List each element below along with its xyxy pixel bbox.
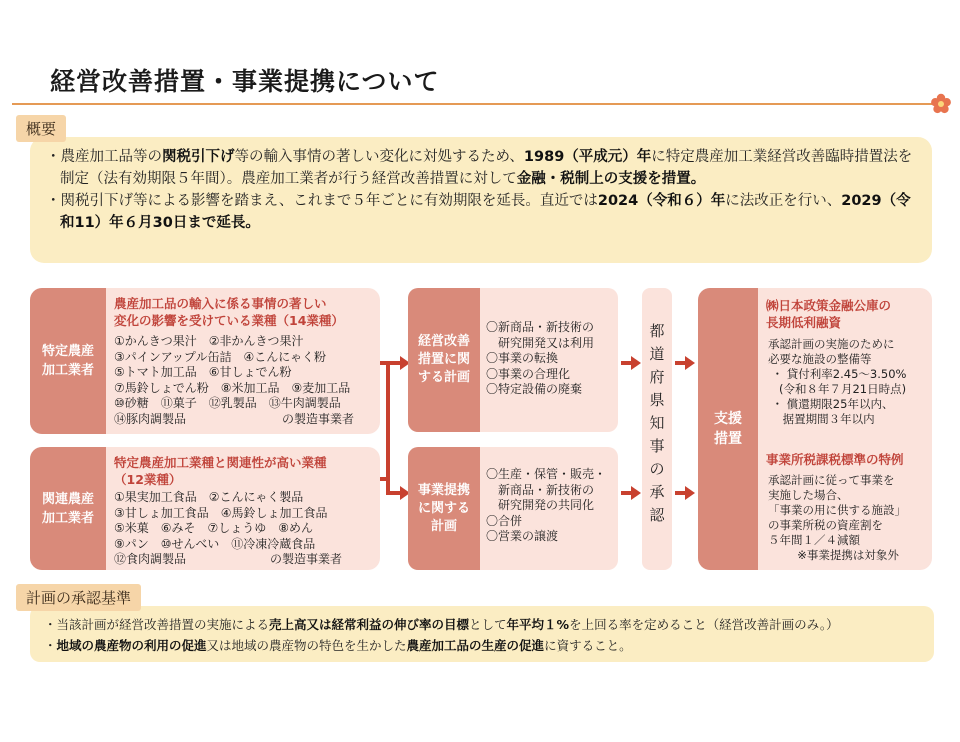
related-processors-items: ①果実加工食品 ②こんにゃく製品 ③甘しょ加工食品 ④馬鈴しょ加工食品 ⑤米菓 ⑥みそ ⑦しょうゆ ⑧めん ⑨パン ⑩せんべい ⑪冷凍冷蔵食品 ⑫食肉調製品 の製造事業者 [114, 490, 343, 566]
criteria-line-2: ・地域の農産物の利用の促進又は地域の農産物の特色を生かした農産加工品の生産の促進に資すること。 [44, 638, 632, 653]
specific-processors-items: ①かんきつ果汁 ②非かんきつ果汁 ③パインアップル缶詰 ④こんにゃく粉 ⑤トマト加工品 ⑥甘しょでん粉 ⑦馬鈴しょでん粉 ⑧米加工品 ⑨麦加工品 ⑩砂糖 ⑪菓子 ⑫乳製品 ⑬牛肉調製品 ⑭豚肉調製品 の製造事業者 [114, 334, 355, 426]
prefectural-approval-box: 都 道 府 県 知 事 の 承 認 [642, 288, 672, 570]
related-processors-label: 関連農産 加工業者 [30, 447, 106, 570]
plum-blossom-icon [930, 93, 952, 115]
support-measures-label: 支援 措置 [698, 288, 758, 570]
related-processors-heading: 特定農産加工業種と関連性が高い業種 （12業種） [114, 455, 327, 487]
overview-paragraph-1: ・農産加工品等の関税引下げ等の輸入事情の著しい変化に対処するため、1989（平成元）年に特定農産加工業経営改善臨時措置法を制定（法有効期限５年間）。農産加工業者が行う経営改善措置に対して金融・税制上の支援を措置。 [46, 149, 913, 187]
criteria-text [44, 614, 934, 656]
jfc-loan-title: ㈱日本政策金融公庫の 長期低利融資 [766, 298, 892, 330]
title-divider [12, 103, 932, 105]
criteria-line-1: ・当該計画が経営改善措置の実施による売上高又は経常利益の伸び率の目標として年平均１%を上回る率を定めること（経営改善計画のみ。） [44, 617, 839, 632]
criteria-label: 計画の承認基準 [16, 584, 141, 611]
plan-improvement-label: 経営改善 措置に関 する計画 [408, 288, 480, 432]
specific-processors-label: 特定農産 加工業者 [30, 288, 106, 434]
specific-processors-heading: 農産加工品の輸入に係る事情の著しい 変化の影響を受けている業種（14業種） [114, 296, 344, 328]
flow-arrows-left [378, 350, 412, 510]
arrows-to-support [673, 350, 697, 510]
page-title: 経営改善措置・事業提携について [50, 67, 440, 96]
overview-text [46, 146, 916, 234]
plan-improvement-items: 〇新商品・新技術の 研究開発又は利用 〇事業の転換 〇事業の合理化 〇特定設備の廃棄 [480, 288, 618, 432]
jfc-loan-text: 承認計画の実施のために 必要な施設の整備等 ・ 貸付利率2.45～3.50% (令和８年７月21日時点) ・ 償還期限25年以内、 据置期間３年以内 [768, 337, 907, 426]
plan-partnership-label: 事業提携 に関する 計画 [408, 447, 480, 570]
arrows-to-approval [619, 350, 643, 510]
overview-paragraph-2: ・関税引下げ等による影響を踏まえ、これまで５年ごとに有効期限を延長。直近では2024（令和６）年に法改正を行い、2029（令和11）年６月30日まで延長。 [46, 193, 911, 231]
overview-label: 概要 [16, 115, 66, 142]
plan-partnership-items: 〇生産・保管・販売・ 新商品・新技術の 研究開発の共同化 〇合併 〇営業の譲渡 [480, 447, 618, 570]
tax-special-text: 承認計画に従って事業を 実施した場合、 「事業の用に供する施設」 の事業所税の資産割を ５年間１／４減額 ※事業提携は対象外 [768, 473, 906, 562]
tax-special-title: 事業所税課税標準の特例 [766, 452, 904, 467]
